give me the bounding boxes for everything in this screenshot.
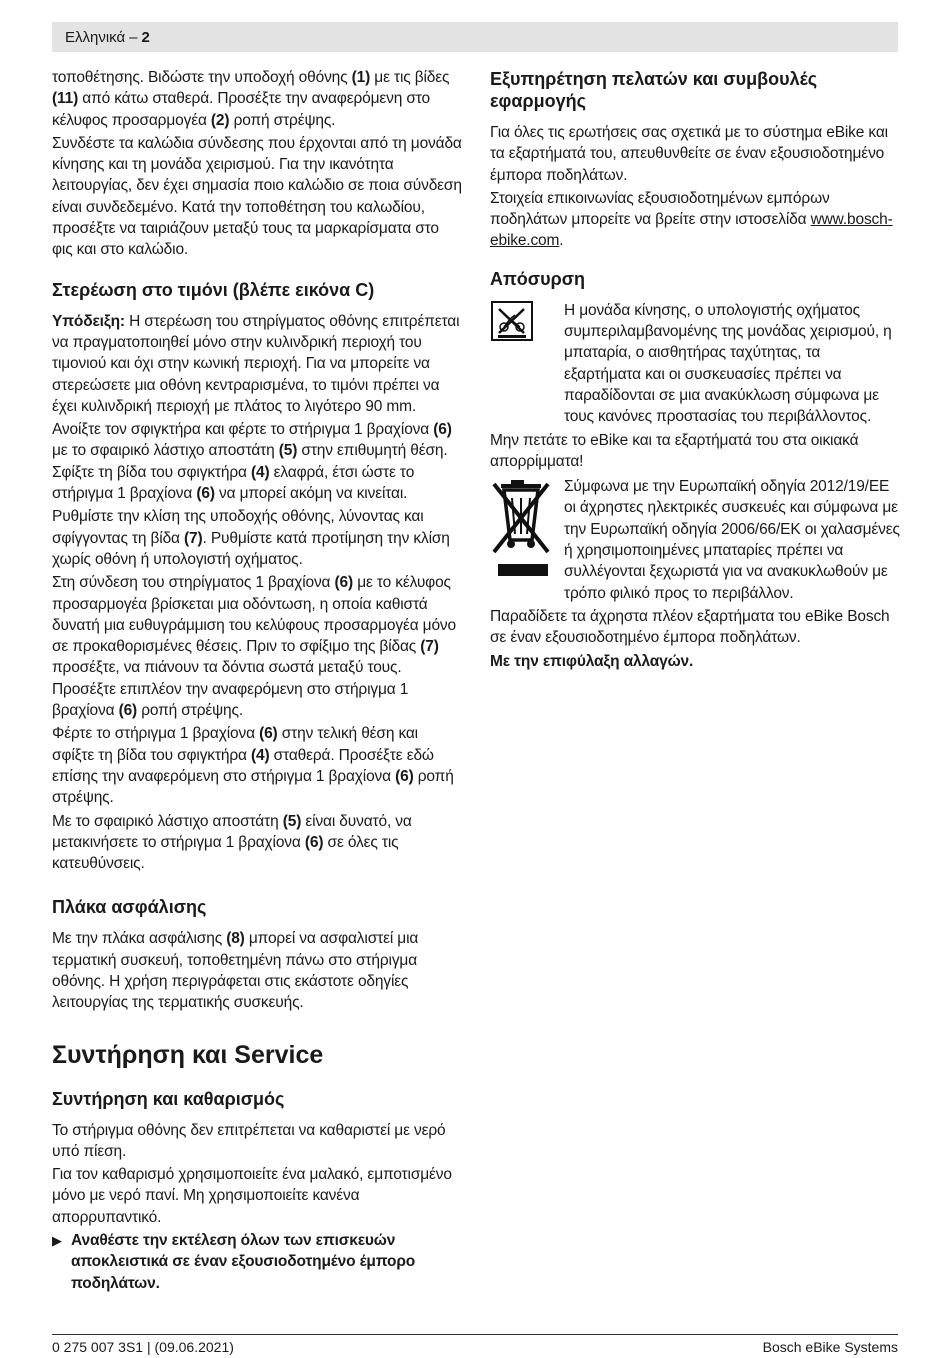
locking-plate-paragraph [52,928,462,1013]
handlebar-paragraph [52,572,462,721]
text-run: ελαφρά, έτσι ώστε το στήριγμα 1 βραχίονα [52,463,415,503]
text-run: Το στήριγμα οθόνης δεν επιτρέπεται να καθαριστεί με νερό υπό πίεση. [52,1121,446,1160]
text-run: σταθερά. Προσέξτε εδώ επίσης την αναφερόμενη στο στήριγμα 1 βραχίονα [52,746,434,785]
footer-brand: Bosch eBike Systems [762,1339,898,1355]
text-run: Σύμφωνα με την Ευρωπαϊκή οδηγία 2012/19/ΕΕ οι άχρηστες ηλεκτρικές συσκευές και σύμφωνα με την Ευρωπαϊκή οδηγία 2006/66/ΕΚ οι χαλασμένες ή χρησιμοποιημένες μπαταρίες πρέπει να συλλέγονται ξεχωριστά για να ανακυκλωθούν με τρόπο φιλικό προς το περιβάλλον. [564,478,900,602]
disposal-paragraph-2 [490,430,900,473]
text-run: (6) [395,767,414,785]
text-run: ροπή στρέψης. [137,702,243,720]
heading-disposal: Απόσυρση [490,268,586,289]
text-run: (5) [278,442,298,460]
heading-handlebar-mounting: Στερέωση στο τιμόνι (βλέπε εικόνα C) [52,279,375,300]
text-run: Ρυθμίστε την κλίση της υποδοχής οθόνης, λύνοντας και σφίγγοντας τη βίδα [52,508,424,547]
text-run: Μην πετάτε το eBike και τα εξαρτήματά του στα οικιακά απορρίμματα! [490,431,859,470]
header-page-number: 2 [141,29,150,46]
handlebar-paragraph [52,811,462,875]
text-run: (5) [282,812,302,830]
handlebar-paragraph [52,419,462,504]
text-run: Η μονάδα κίνησης, ο υπολογιστής οχήματος συμπεριλαμβανομένης της μονάδας χειρισμού, η μπαταρία, ο αισθητήρας ταχύτητας, τα εξαρτήματα και οι συσκευασίες πρέπει να παραδίδονται σε μια ανακύκλωση σύμφωνα με τους κανόνες προστασίας του περιβάλλοντος. [564,301,892,426]
repair-instruction [52,1230,462,1296]
header-separator: – [129,29,138,46]
text-run: (6) [118,702,138,720]
text-run: Με το σφαιρικό λάστιχο αποστάτη [52,812,283,830]
heading-maintenance-cleaning: Συντήρηση και καθαρισμός [52,1088,285,1109]
customer-paragraph-2 [490,188,900,252]
text-run: Φέρτε το στήριγμα 1 βραχίονα [52,725,260,743]
text-run: Για τον καθαρισμό χρησιμοποιείτε ένα μαλακό, εμποτισμένο μόνο με νερό πανί. Μη χρησιμοποιείτε κανένα απορρυπαντικό. [52,1166,452,1226]
text-run: προσέξτε, να πιάνουν τα δόντια σωστά μεταξύ τους. Προσέξτε επιπλέον την αναφερόμενη στο στήριγμα 1 βραχίονα [52,659,409,720]
cleaning-paragraph-1 [52,1120,462,1163]
left-column [52,67,462,1296]
intro-paragraph-2 [52,133,462,261]
text-run: (2) [210,111,230,129]
text-run: να μπορεί ακόμη να κινείται. [214,485,408,503]
heading-maintenance-service: Συντήρηση και Service [52,1040,324,1069]
handlebar-paragraph [52,311,462,417]
text-run: είναι δυνατό, να μετακινήσετε το στήριγμα 1 βραχίονα [52,812,412,851]
crossed-out-wheelie-bin-icon [490,476,556,584]
text-run: μπορεί να ασφαλιστεί μια τερματική συσκευή, τοποθετημένη πάνω στο στήριγμα οθόνης. Η χρήση περιγράφεται στις εκάστοτε οδηγίες λειτουργίας της τερματικής συσκευής. [52,930,419,1012]
text-run: . [559,232,564,250]
text-run: (6) [259,725,278,743]
text-run: τοποθέτησης. Βιδώστε την υποδοχή οθόνης [52,69,352,86]
text-run: (1) [351,69,371,86]
disposal-note-2 [490,476,900,606]
closing-note [490,651,900,672]
right-column [490,67,900,674]
text-run: Στη σύνδεση του στηρίγματος 1 βραχίονα [52,574,335,592]
disposal-paragraph-4 [490,606,900,649]
text-run: (6) [433,421,452,439]
text-run: (4) [251,463,270,481]
heading-customer-service: Εξυπηρέτηση πελατών και συμβουλές εφαρμογής [490,69,818,111]
footer-divider [52,1334,898,1335]
customer-paragraph-1 [490,122,900,186]
page-header [52,22,898,52]
website-link[interactable]: www.bosch-ebike.com [490,211,893,250]
intro-paragraph-1 [52,67,462,131]
disposal-paragraph-3 [564,476,900,604]
repair-instruction-text: Αναθέστε την εκτέλεση όλων των επισκευών αποκλειστικά σε έναν εξουσιοδοτημένο έμπορο ποδηλάτων. [71,1232,416,1292]
text-run: Η στερέωση του στηρίγματος οθόνης επιτρέπεται να πραγματοποιηθεί μόνο στην κυλινδρική περιοχή του τιμονιού και όχι στην κωνική περιοχή. Για να μπορείτε να στερεώσετε μια οθόνη κεντραρισμένα, το τιμόνι πρέπει να έχει κυλινδρική περιοχή με πλάτος το λιγότερο 90 mm. [52,312,460,415]
heading-locking-plate: Πλάκα ασφάλισης [52,897,207,918]
text-run: (8) [226,930,245,948]
text-run: με τις βίδες [370,69,450,86]
header-language: Ελληνικά [65,29,126,46]
footer-doc-code: 0 275 007 3S1 | (09.06.2021) [52,1339,234,1355]
text-run: (7) [420,638,439,656]
text-run: (6) [334,574,354,592]
handlebar-paragraph [52,723,462,808]
text-run: . Ρυθμίστε κατά προτίμηση την κλίση χωρίς οθόνη ή υπολογιστή οχήματος. [52,529,450,568]
text-run: ροπή στρέψης. [229,111,336,129]
disposal-paragraph-1 [564,300,900,428]
bullet-arrow-icon: ▶ [52,1233,62,1249]
no-household-waste-icon [490,300,536,344]
cleaning-paragraph-2 [52,1164,462,1228]
text-run: (4) [251,746,270,764]
text-run: (6) [304,833,324,851]
text-run: Υπόδειξη: [52,312,125,330]
text-run: (6) [196,485,215,503]
text-run: Συνδέστε τα καλώδια σύνδεσης που έρχονται από τη μονάδα κίνησης και τη μονάδα χειρισμού. Για την ικανότητα λειτουργίας, δεν έχει σημασία ποιο καλώδιο σε ποια σύνδεση είναι συνδεδεμένο. Κατά την τοποθέτηση του καλωδίου, προσέξτε να ταιριάζουν μεταξύ τους τα μαρκαρίσματα στο φις και στο καλώδιο. [52,134,462,259]
text-run: Για όλες τις ερωτήσεις σας σχετικά με το σύστημα eBike και τα εξαρτήματά του, απευθυνθείτε σε έναν εξουσιοδοτημένο έμπορα ποδηλάτων. [490,124,888,184]
text-run: με το σφαιρικό λάστιχο αποστάτη [52,442,279,460]
text-run: Ανοίξτε τον σφιγκτήρα και φέρτε το στήριγμα 1 βραχίονα [52,421,434,439]
text-run: σε όλες τις κατευθύνσεις. [52,833,399,873]
closing-note-text: Με την επιφύλαξη αλλαγών. [490,652,694,670]
text-run: στην τελική θέση και σφίξτε τη βίδα του σφιγκτήρα [52,725,418,764]
text-run: (7) [184,529,203,547]
disposal-note-1 [490,300,900,430]
text-run: από κάτω σταθερά. Προσέξτε την αναφερόμενη στο κέλυφος προσαρμογέα [52,90,430,129]
handlebar-paragraph [52,506,462,570]
text-run: ροπή στρέψης. [52,767,454,807]
text-run: στην επιθυμητή θέση. Σφίξτε τη βίδα του σφιγκτήρα [52,442,448,481]
text-run: Παραδίδετε τα άχρηστα πλέον εξαρτήματα του eBike Bosch σε έναν εξουσιοδοτημένο έμπορα ποδηλάτων. [490,607,890,647]
text-run: με το κέλυφος προσαρμογέα βρίσκεται μια οδόντωση, η οποία καθιστά δυνατή μια ευθυγράμμιση του κελύφους προσαρμογέα μόνο σε προκαθορισμένες θέσεις. Πριν το σφίξιμο της βίδας [52,574,456,656]
text-run: (11) [52,90,79,108]
text-run: Με την πλάκα ασφάλισης [52,930,227,948]
text-run: Στοιχεία επικοινωνίας εξουσιοδοτημένων εμπόρων ποδηλάτων μπορείτε να βρείτε στην ιστοσελίδα [490,189,830,229]
